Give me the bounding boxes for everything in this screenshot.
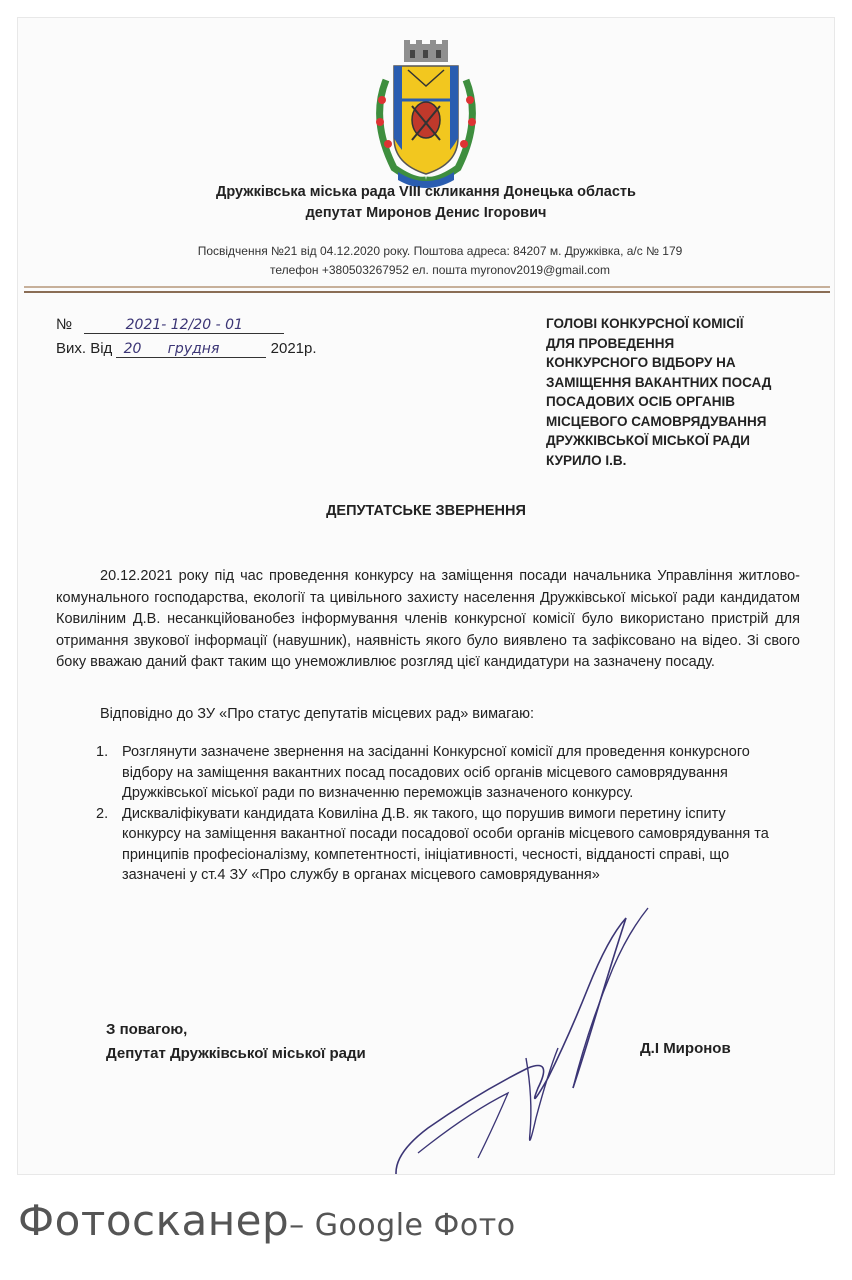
outgoing-number — [56, 316, 284, 334]
addressee-line: ГОЛОВІ КОНКУРСНОЇ КОМІСІЇ — [546, 316, 744, 331]
signatory-name: Д.І Миронов — [640, 1040, 731, 1057]
app-suffix: – Google Фото — [289, 1208, 516, 1243]
demand-line: Відповідно до ЗУ «Про статус депутатів місцевих рад» вимагаю: — [100, 706, 535, 722]
date-day: 20 — [116, 341, 148, 358]
addressee-line: КОНКУРСНОГО ВІДБОРУ НА — [546, 355, 736, 370]
date-label: Вих. Від — [56, 340, 113, 357]
header-divider — [24, 286, 830, 288]
list-item-number: 1. — [96, 744, 109, 760]
outgoing-date — [56, 340, 317, 358]
list-item — [96, 742, 786, 804]
body-paragraph: 20.12.2021 року під час проведення конкурсу на заміщення посади начальника Управління житлово-комунального господарства, екології та цивільного захисту населення Дружківської міської ради кандидатом Ковиліним Д.В. несанкційованобез інформування членів конкурсної комісії було використано пристрій для отримання звукової інформації (навушник), наявність якого було виявлено та зафіксовано на відео. Зі свого боку вважаю даний факт таким що унеможливлює розгляд цієї кандидатури на зазначену посаду. — [56, 568, 800, 670]
addressee-line: ЗАМІЩЕННЯ ВАКАНТНИХ ПОСАД — [546, 374, 772, 390]
list-item-text: Дискваліфікувати кандидата Ковиліна Д.В. як такого, що порушив вимоги перетину іспиту конкурсу на заміщення вакантної посади посадової особи органів місцевого самоврядування та принципів професіоналізму, компетентності, ініціативності, чесності, відданості справі, що зазначені у ст.4 ЗУ «Про службу в органах місцевого самоврядування» — [122, 805, 769, 883]
handwritten-signature — [358, 898, 658, 1174]
scan-app-watermark — [18, 1196, 516, 1245]
deputy-heading: депутат Миронов Денис Ігорович — [305, 205, 547, 221]
credentials-address: Посвідчення №21 від 04.12.2020 року. Поштова адреса: 84207 м. Дружківка, а/с № 179 — [197, 244, 683, 258]
addressee-line: ДЛЯ ПРОВЕДЕННЯ — [546, 335, 675, 351]
addressee-line: МІСЦЕВОГО САМОВРЯДУВАННЯ — [546, 413, 767, 429]
list-item-text: Розглянути зазначене звернення на засіданні Конкурсної комісії для проведення конкурсного відбору на заміщення вакантних посад посадових осіб органів місцевого самоврядування Дружківської міської ради по визначенню переможців зазначеного конкурсу. — [122, 744, 750, 801]
date-year: 2021р. — [270, 340, 317, 357]
council-heading: Дружківська міська рада VIII скликання Донецька область — [216, 184, 636, 200]
list-item-number: 2. — [96, 805, 109, 822]
document-title: ДЕПУТАТСЬКЕ ЗВЕРНЕННЯ — [326, 503, 526, 519]
number-value: 2021- 12/20 - 01 — [84, 317, 284, 334]
header-divider-dark — [24, 291, 830, 293]
closing-regards: З повагою, — [106, 1021, 188, 1038]
document-page — [18, 18, 834, 1174]
addressee-line: КУРИЛО І.В. — [546, 452, 627, 468]
list-item — [96, 804, 786, 886]
city-coat-of-arms-icon — [364, 40, 488, 190]
contact-info: телефон +380503267952 ел. пошта myronov2019@gmail.com — [270, 263, 610, 277]
app-name: Фотосканер — [18, 1196, 290, 1245]
date-month: грудня — [148, 341, 238, 358]
closing-position: Депутат Дружківської міської ради — [106, 1045, 366, 1062]
addressee-block — [546, 314, 826, 470]
closing-block — [106, 1018, 366, 1066]
number-label: № — [56, 316, 73, 333]
demands-list — [96, 742, 786, 886]
addressee-line: ПОСАДОВИХ ОСІБ ОРГАНІВ — [546, 394, 735, 409]
addressee-line: ДРУЖКІВСЬКОЇ МІСЬКОЇ РАДИ — [546, 433, 750, 448]
